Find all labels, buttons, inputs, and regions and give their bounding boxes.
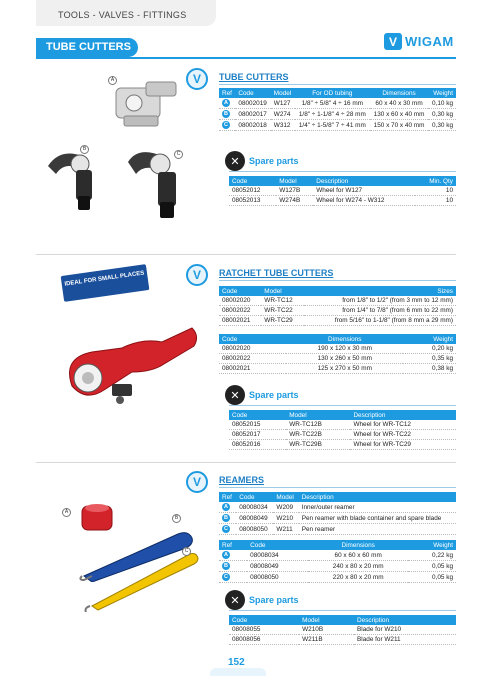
cell-qty: 10: [445, 197, 453, 204]
cell-code: 08008050: [239, 525, 268, 533]
cell-code: 08002017: [238, 110, 267, 118]
cell-code: 08008049: [239, 514, 268, 522]
wrench-screwdriver-icon: ✕: [225, 385, 245, 405]
tube-cutters-table: [219, 88, 456, 131]
cell-weight: 0,30 kg: [432, 121, 453, 129]
table-row: [219, 513, 456, 524]
cell-dimensions: 150 x 70 x 40 mm: [373, 121, 425, 129]
cell-code: 08052015: [232, 421, 261, 428]
spare-rule: [229, 610, 456, 611]
cell-code: 08002020: [222, 345, 251, 352]
table-row: [219, 502, 456, 513]
col-model: Model: [276, 176, 313, 186]
col-sizes: Sizes: [304, 286, 456, 296]
table-row: [219, 316, 456, 326]
cell-description: Pen reamer with blade container and spare blade: [301, 514, 442, 522]
col-model: Model: [299, 615, 354, 625]
cell-code: 08052017: [232, 431, 261, 438]
section-divider: [36, 254, 456, 255]
col-code: Code: [235, 88, 270, 98]
section-header: [36, 38, 138, 57]
cell-weight: 0,20 kg: [432, 345, 453, 352]
ratchet-title: RATCHET TUBE CUTTERS: [219, 268, 334, 278]
table-row: [219, 120, 456, 131]
table-row: [229, 420, 456, 430]
col-code: Code: [229, 615, 299, 625]
table-row: [219, 550, 456, 561]
cell-code: 08008050: [250, 573, 279, 581]
ref-badge: A: [222, 503, 230, 511]
col-ref: Ref: [219, 540, 247, 550]
col-ref: Ref: [219, 492, 236, 502]
reamers-dimensions-table: [219, 540, 456, 583]
table-row: [229, 440, 456, 450]
col-tubing: For OD tubing: [295, 88, 370, 98]
cell-model: WR-TC22B: [289, 431, 322, 438]
cell-code: 08002020: [222, 297, 251, 304]
title-rule: [219, 280, 456, 281]
col-code: Code: [229, 410, 286, 420]
col-ref: Ref: [219, 88, 235, 98]
cell-description: Wheel for W127: [316, 187, 363, 194]
table-row: [219, 109, 456, 120]
callout-a: A: [108, 76, 117, 85]
spare-parts-title: Spare parts: [249, 595, 299, 605]
header-rule: [36, 57, 456, 59]
cell-model: WR-TC12: [264, 297, 293, 304]
reamer-c-image: [82, 546, 202, 612]
tube-cutters-title: TUBE CUTTERS: [219, 72, 289, 82]
cell-code: 08002021: [222, 365, 251, 372]
title-rule: [219, 84, 456, 85]
cell-dimensions: 60 x 40 x 30 mm: [375, 99, 423, 107]
table-row: [229, 635, 456, 645]
col-description: Description: [299, 492, 456, 502]
tube-cutters-spare-table: [229, 176, 456, 206]
cell-code: 08002021: [222, 317, 251, 324]
cell-description: Wheel for WR-TC22: [353, 431, 411, 438]
callout-b: B: [172, 514, 181, 523]
ref-badge: B: [222, 514, 230, 522]
wigam-v-badge-icon: V: [186, 264, 208, 286]
cell-model: W209: [276, 503, 294, 511]
col-weight: Weight: [428, 88, 456, 98]
callout-c: C: [174, 150, 183, 159]
cell-model: W211B: [302, 636, 323, 643]
cell-sizes: from 1/8" to 1/2" (from 3 mm to 12 mm): [342, 297, 453, 304]
col-weight: Weight: [403, 334, 456, 344]
cell-code: 08052013: [232, 197, 261, 204]
cell-model: W127: [273, 99, 291, 107]
col-model: Model: [286, 410, 350, 420]
cell-qty: 10: [445, 187, 453, 194]
cell-model: W127B: [279, 187, 301, 194]
table-row: [219, 354, 456, 364]
cell-dimensions: 190 x 120 x 30 mm: [317, 345, 372, 352]
cell-dimensions: 130 x 60 x 40 mm: [373, 110, 425, 118]
col-code: Code: [219, 334, 286, 344]
wigam-v-icon: V: [384, 33, 402, 50]
category-label: TOOLS - VALVES - FITTINGS: [58, 10, 187, 20]
cell-sizes: from 5/16" to 1-1/8" (from 8 mm a 29 mm): [334, 317, 453, 324]
cell-model: W211: [276, 525, 293, 533]
cell-code: 08008055: [232, 626, 261, 633]
col-code: Code: [247, 540, 308, 550]
ref-badge: A: [222, 99, 230, 107]
cell-description: Blade for W210: [357, 626, 402, 633]
page-number-tab: [210, 668, 266, 676]
col-min-qty: Min. Qty: [415, 176, 456, 186]
ref-badge: A: [222, 551, 230, 559]
cell-description: Blade for W211: [357, 636, 401, 643]
col-code: Code: [219, 286, 261, 296]
ref-badge: B: [222, 562, 230, 570]
col-code: Code: [236, 492, 273, 502]
cell-weight: 0,35 kg: [432, 355, 453, 362]
spare-rule: [229, 171, 456, 172]
ref-badge: B: [222, 110, 230, 118]
spare-parts-title: Spare parts: [249, 390, 299, 400]
reamers-spare-table: [229, 615, 456, 645]
cell-tubing: 1/4" ÷ 1-5/8" 7 ÷ 41 mm: [298, 121, 366, 129]
wigam-v-badge-icon: V: [186, 68, 208, 90]
cell-tubing: 1/8" ÷ 5/8" 4 ÷ 16 mm: [301, 99, 363, 107]
cell-model: W274B: [279, 197, 301, 204]
wrench-screwdriver-icon: ✕: [225, 151, 245, 171]
col-model: Model: [261, 286, 303, 296]
col-model: Model: [273, 492, 298, 502]
cell-model: W274: [273, 110, 291, 118]
reamers-table: [219, 492, 456, 535]
cell-model: WR-TC29: [264, 317, 293, 324]
ratchet-sizes-table: [219, 286, 456, 326]
table-row: [229, 186, 456, 196]
callout-c: C: [182, 547, 191, 556]
ref-badge: C: [222, 121, 230, 129]
title-rule: [219, 487, 456, 488]
table-row: [229, 196, 456, 206]
table-row: [219, 561, 456, 572]
cell-weight: 0,05 kg: [432, 573, 453, 581]
tube-cutter-a-image: [106, 74, 186, 134]
cell-weight: 0,38 kg: [432, 365, 453, 372]
cell-tubing: 1/8" ÷ 1-1/8" 4 ÷ 28 mm: [298, 110, 366, 118]
table-row: [219, 524, 456, 535]
ideal-ribbon: IDEAL FOR SMALL PLACES: [61, 264, 150, 302]
col-model: Model: [271, 88, 295, 98]
spare-parts-title: Spare parts: [249, 156, 299, 166]
cell-code: 08002018: [238, 121, 267, 129]
cell-code: 08008034: [239, 503, 268, 511]
table-row: [219, 296, 456, 306]
wrench-screwdriver-icon: ✕: [225, 590, 245, 610]
callout-a: A: [62, 508, 71, 517]
cell-description: Pen reamer: [301, 525, 336, 533]
cell-dimensions: 220 x 80 x 20 mm: [332, 573, 384, 581]
section-divider: [36, 462, 456, 463]
cell-dimensions: 240 x 80 x 20 mm: [332, 562, 384, 570]
cell-code: 08052012: [232, 187, 261, 194]
table-row: [219, 344, 456, 354]
page-number: 152: [228, 657, 245, 668]
col-weight: Weight: [408, 540, 456, 550]
cell-model: W312: [273, 121, 291, 129]
cell-description: Wheel for WR-TC29: [353, 441, 411, 448]
cell-dimensions: 60 x 60 x 60 mm: [334, 551, 382, 559]
table-row: [229, 430, 456, 440]
table-row: [219, 306, 456, 316]
cell-code: 08002019: [238, 99, 267, 107]
cell-weight: 0,22 kg: [432, 551, 453, 559]
ref-badge: C: [222, 573, 230, 581]
col-dimensions: Dimensions: [370, 88, 428, 98]
brand-name: WIGAM: [405, 34, 454, 49]
table-row: [219, 364, 456, 374]
tube-cutter-b-image: [40, 140, 115, 215]
cell-model: W210: [276, 514, 294, 522]
reamers-title: REAMERS: [219, 475, 265, 485]
cell-model: WR-TC22: [264, 307, 293, 314]
cell-weight: 0,30 kg: [432, 110, 453, 118]
cell-dimensions: 130 x 260 x 50 mm: [317, 355, 372, 362]
table-row: [229, 625, 456, 635]
ratchet-cutter-image: [52, 308, 202, 420]
cell-sizes: from 1/4" to 7/8" (from 6 mm to 22 mm): [342, 307, 453, 314]
col-dimensions: Dimensions: [308, 540, 408, 550]
ref-badge: C: [222, 525, 230, 533]
col-description: Description: [354, 615, 456, 625]
table-row: [219, 98, 456, 109]
cell-dimensions: 125 x 270 x 50 mm: [317, 365, 372, 372]
cell-weight: 0,10 kg: [432, 99, 453, 107]
cell-description: Inner/outer reamer: [301, 503, 355, 511]
cell-code: 08002022: [222, 355, 251, 362]
cell-model: WR-TC12B: [289, 421, 322, 428]
cell-description: Wheel for WR-TC12: [353, 421, 411, 428]
cell-model: WR-TC29B: [289, 441, 322, 448]
category-tab: [36, 0, 216, 26]
cell-code: 08002022: [222, 307, 251, 314]
cell-description: Wheel for W274 - W312: [316, 197, 385, 204]
cell-weight: 0,05 kg: [432, 562, 453, 570]
spare-rule: [229, 405, 456, 406]
ratchet-spare-table: [229, 410, 456, 450]
cell-code: 08052016: [232, 441, 261, 448]
cell-code: 08008034: [250, 551, 279, 559]
callout-b: B: [80, 145, 89, 154]
ratchet-dimensions-table: [219, 334, 456, 374]
col-description: Description: [350, 410, 456, 420]
col-code: Code: [229, 176, 276, 186]
col-dimensions: Dimensions: [286, 334, 403, 344]
table-row: [219, 572, 456, 583]
wigam-v-badge-icon: V: [186, 471, 208, 493]
cell-model: W210B: [302, 626, 324, 633]
col-description: Description: [313, 176, 415, 186]
brand-logo: [384, 33, 454, 50]
cell-code: 08008056: [232, 636, 261, 643]
cell-code: 08008049: [250, 562, 279, 570]
section-title: TUBE CUTTERS: [46, 41, 131, 53]
